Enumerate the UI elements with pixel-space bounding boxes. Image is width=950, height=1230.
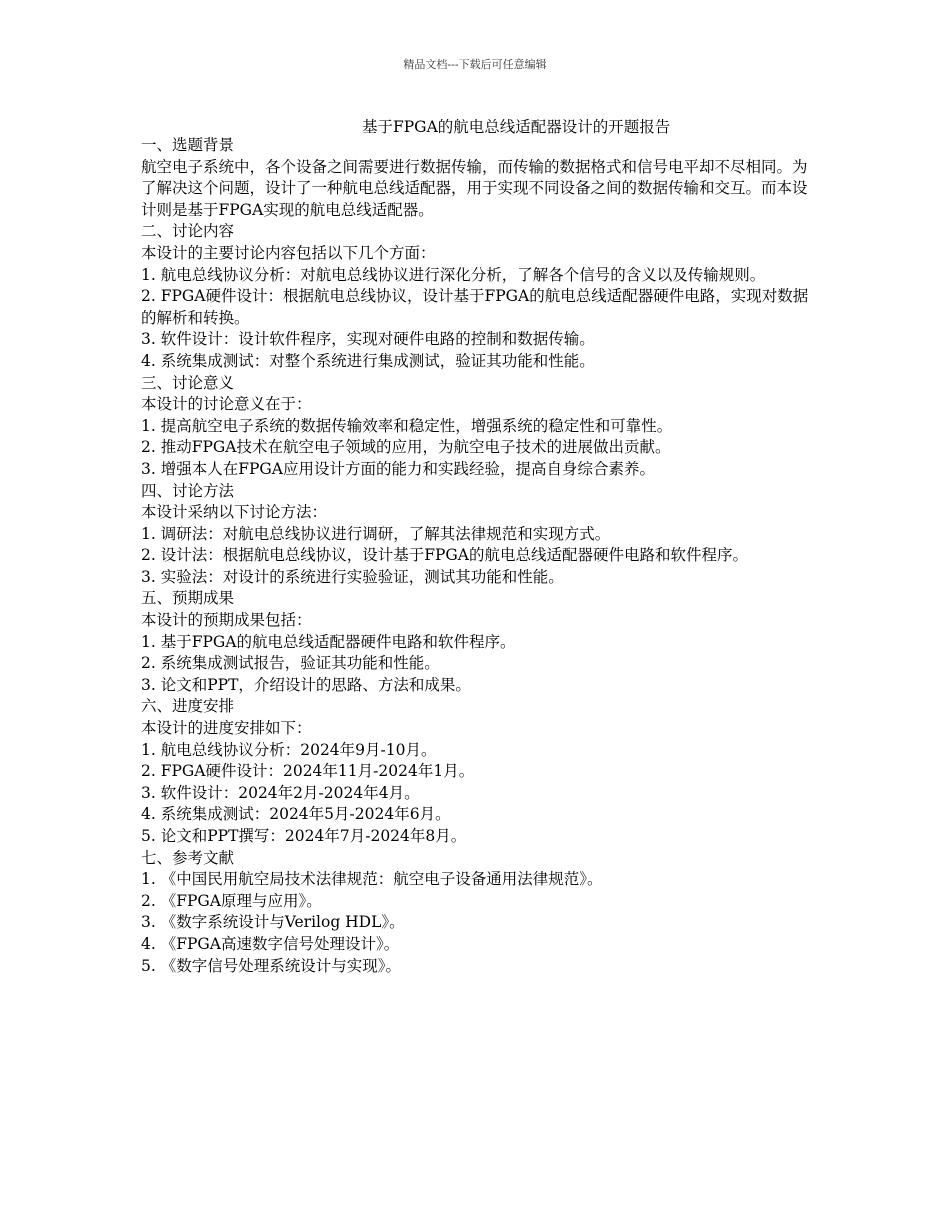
section-intro: 本设计的主要讨论内容包括以下几个方面： <box>141 243 436 262</box>
section-paragraph: 1. 提高航空电子系统的数据传输效率和稳定性，增强系统的稳定性和可靠性。 <box>141 416 673 435</box>
section-paragraph: 4. 系统集成测试：2024年5月-2024年6月。 <box>141 805 451 824</box>
section-paragraph: 3. 增强本人在FPGA应用设计方面的能力和实践经验，提高自身综合素养。 <box>141 459 655 478</box>
section-paragraph: 1. 调研法：对航电总线协议进行调研，了解其法律规范和实现方式。 <box>141 524 611 543</box>
section-heading: 一、选题背景 <box>141 136 235 154</box>
section-intro: 本设计采纳以下讨论方法： <box>141 503 328 522</box>
section-intro: 本设计的讨论意义在于： <box>141 395 312 414</box>
section-paragraph: 2. FPGA硬件设计：根据航电总线协议，设计基于FPGA的航电总线适配器硬件电路，实现对数据的解析和转换。 <box>141 287 809 327</box>
section-heading: 四、讨论方法 <box>141 481 235 500</box>
section-heading: 七、参考文献 <box>141 848 235 867</box>
section-heading: 五、预期成果 <box>141 589 235 608</box>
section-intro: 本设计的预期成果包括： <box>141 611 312 630</box>
section <box>141 373 813 481</box>
section-heading: 三、讨论意义 <box>141 373 235 392</box>
section <box>141 848 813 978</box>
section-paragraph: 1. 《中国民用航空局技术法律规范：航空电子设备通用法律规范》。 <box>141 870 603 889</box>
section <box>141 221 813 372</box>
section-paragraph: 1. 基于FPGA的航电总线适配器硬件电路和软件程序。 <box>141 632 516 651</box>
section-paragraph: 4. 系统集成测试：对整个系统进行集成测试，验证其功能和性能。 <box>141 351 595 370</box>
section <box>141 481 813 589</box>
section-paragraph: 2. FPGA硬件设计：2024年11月-2024年1月。 <box>141 762 475 781</box>
section-paragraph: 1. 航电总线协议分析：2024年9月-10月。 <box>141 740 437 759</box>
section-paragraph: 3. 实验法：对设计的系统进行实验验证，测试其功能和性能。 <box>141 567 564 586</box>
section-paragraph: 3. 《数字系统设计与Verilog HDL》。 <box>141 913 405 932</box>
section-paragraph: 2. 设计法：根据航电总线协议，设计基于FPGA的航电总线适配器硬件电路和软件程序。 <box>141 546 748 565</box>
page-header-note: 精品文档---下载后可任意编辑 <box>403 58 547 71</box>
section <box>141 135 813 221</box>
section-paragraph: 航空电子系统中，各个设备之间需要进行数据传输，而传输的数据格式和信号电平却不尽相同。为了解决这个问题，设计了一种航电总线适配器，用于实现不同设备之间的数据传输和交互。而本设计则是基于FPGA实现的航电总线适配器。 <box>141 157 808 219</box>
section-paragraph: 3. 论文和PPT，介绍设计的思路、方法和成果。 <box>141 675 471 694</box>
section-heading: 二、讨论内容 <box>141 222 235 241</box>
section <box>141 588 813 696</box>
section-intro: 本设计的进度安排如下： <box>141 719 312 738</box>
document-title: 基于FPGA的航电总线适配器设计的开题报告 <box>362 118 671 136</box>
section-paragraph: 4. 《FPGA高速数字信号处理设计》。 <box>141 934 400 953</box>
section <box>141 696 813 847</box>
document-body <box>141 135 813 977</box>
section-paragraph: 5. 论文和PPT撰写：2024年7月-2024年8月。 <box>141 827 467 845</box>
section-paragraph: 3. 软件设计：设计软件程序，实现对硬件电路的控制和数据传输。 <box>141 330 595 349</box>
section-paragraph: 1. 航电总线协议分析：对航电总线协议进行深化分析，了解各个信号的含义以及传输规则。 <box>141 265 766 284</box>
section-paragraph: 5. 《数字信号处理系统设计与实现》。 <box>141 956 401 975</box>
section-heading: 六、进度安排 <box>141 697 235 716</box>
section-paragraph: 2. 《FPGA原理与应用》。 <box>141 891 322 910</box>
section-paragraph: 2. 推动FPGA技术在航空电子领域的应用，为航空电子技术的进展做出贡献。 <box>141 438 671 457</box>
section-paragraph: 3. 软件设计：2024年2月-2024年4月。 <box>141 783 420 802</box>
section-paragraph: 2. 系统集成测试报告，验证其功能和性能。 <box>141 654 440 673</box>
